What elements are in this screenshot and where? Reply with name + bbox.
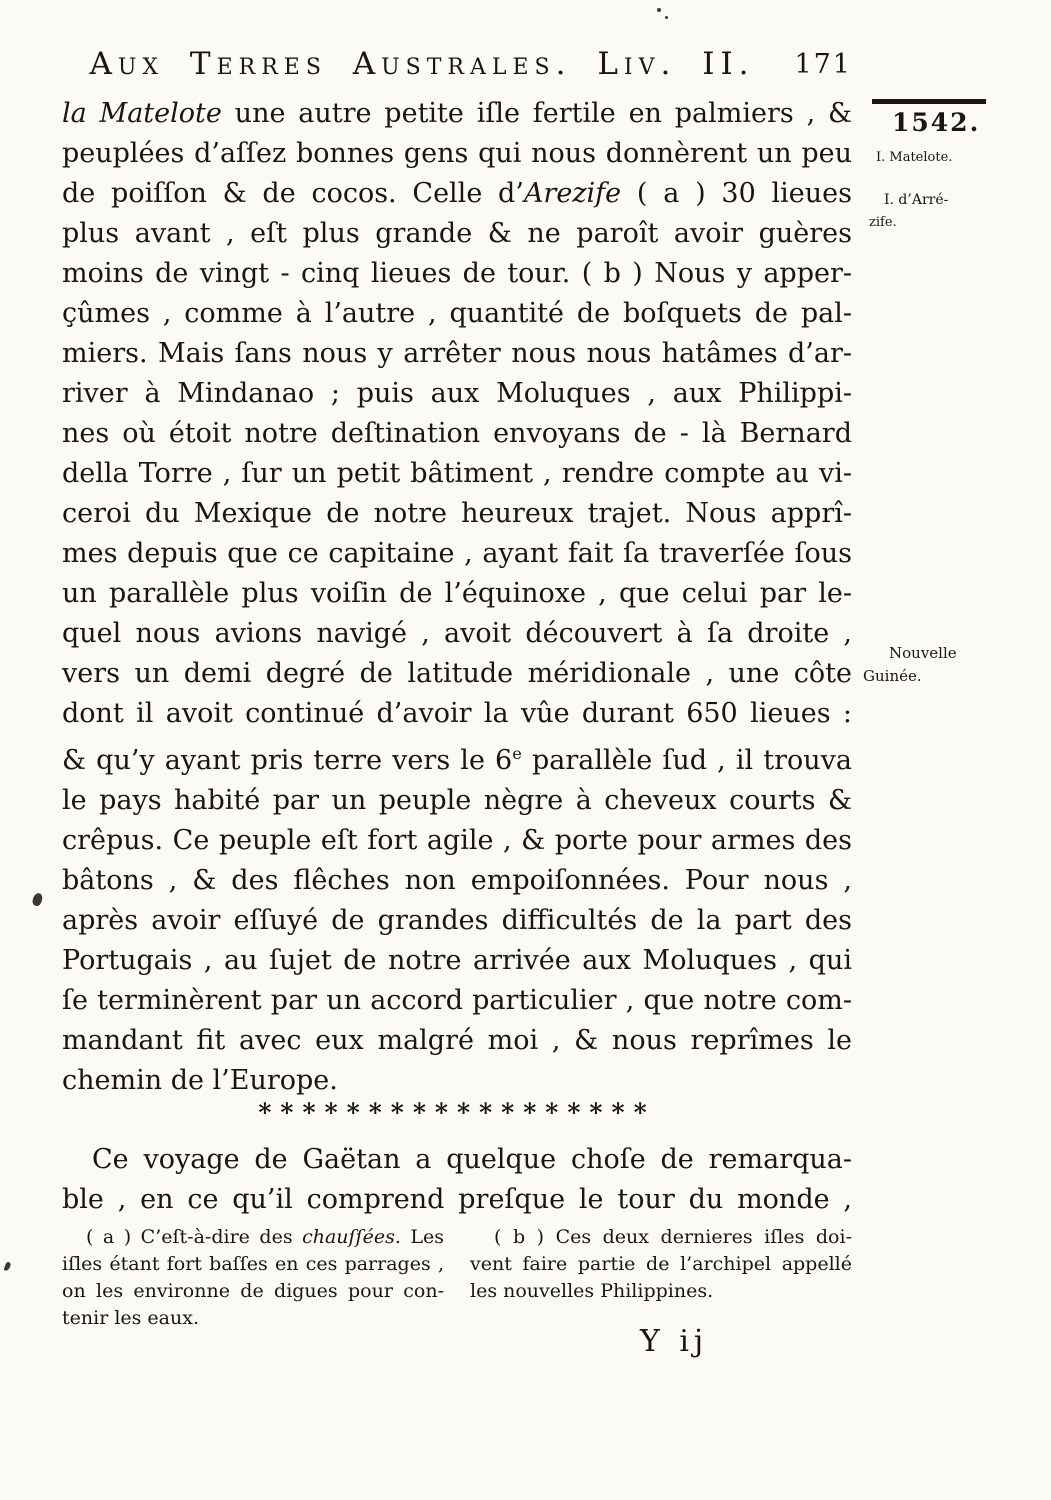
- body-line: nes où étoit notre deſtination envoyans de - là Bernard: [62, 418, 852, 449]
- italic-text: chauſſées.: [302, 1226, 401, 1248]
- paragraph-1: [62, 94, 852, 1101]
- footnote-line: ( a ) C’eſt-à-dire des chauſſées. Les: [86, 1226, 444, 1248]
- body-line: bâtons , & des flêches non empoiſonnées. Pour nous ,: [62, 865, 852, 896]
- body-line: moins de vingt - cinq lieues de tour. ( b ) Nous y apper-: [62, 258, 852, 289]
- body-line: Portugais , au ſujet de notre arrivée aux Moluques , qui: [62, 945, 852, 976]
- margin-note-matelote: I. Matelote.: [876, 150, 953, 165]
- body-line: après avoir eſſuyé de grandes difficultés de la part des: [62, 905, 852, 936]
- italic-text: la Matelote: [62, 98, 222, 129]
- body-line: miers. Mais ſans nous y arrêter nous nous hatâmes d’ar-: [62, 338, 852, 369]
- body-line: della Torre , ſur un petit bâtiment , rendre compte au vi-: [62, 458, 852, 489]
- footnote-line: ( b ) Ces deux dernieres iſles doi-: [494, 1226, 852, 1248]
- asterisk-separator: ******************: [258, 1098, 656, 1127]
- body-line: mes depuis que ce capitaine , ayant fait ſa traverſée ſous: [62, 538, 852, 569]
- body-line: crêpus. Ce peuple eſt fort agile , & porte pour armes des: [62, 825, 852, 856]
- margin-note-arezife-line2: zife.: [869, 215, 897, 230]
- body-line: & qu’y ayant pris terre vers le 6e parallèle ſud , il trouva: [62, 744, 852, 776]
- footnotes: [62, 1224, 852, 1332]
- footnote-line: iſles étant fort baſſes en ces parrages ,: [62, 1253, 444, 1275]
- body-line: ſe terminèrent par un accord particulier , que notre com-: [62, 985, 852, 1016]
- body-line: la Matelote une autre petite iſle fertile en palmiers , &: [62, 98, 853, 129]
- margin-note-year: 1542.: [892, 108, 981, 137]
- body-line: chemin de l’Europe.: [62, 1065, 338, 1096]
- ink-speck: [31, 892, 44, 907]
- running-header: [62, 46, 852, 90]
- page-number: 171: [794, 49, 852, 80]
- body-line: plus avant , eſt plus grande & ne paroît avoir guères: [62, 218, 852, 249]
- body-line: de poiſſon & de cocos. Celle d’Arezife ( a ) 30 lieues: [62, 178, 852, 209]
- signature-mark: Y ij: [640, 1324, 709, 1359]
- body-line: mandant fit avec eux malgré moi , & nous reprîmes le: [62, 1025, 852, 1056]
- superscript-text: e: [512, 744, 522, 763]
- body-line: çûmes , comme à l’autre , quantité de boſquets de pal-: [62, 298, 852, 329]
- margin-rule: [872, 99, 986, 104]
- margin-note-nouvelle-guinee-line2: Guinée.: [863, 667, 922, 685]
- italic-text: Arezife: [523, 178, 622, 209]
- body-line: dont il avoit continué d’avoir la vûe durant 650 lieues :: [62, 698, 852, 729]
- ink-speck: [4, 1261, 12, 1271]
- body-line: un parallèle plus voiſin de l’équinoxe , que celui par le-: [62, 578, 852, 609]
- body-line: river à Mindanao ; puis aux Moluques , aux Philippi-: [62, 378, 852, 409]
- footnote-line: on les environne de digues pour con-: [62, 1280, 444, 1302]
- body-line: peuplées d’aſſez bonnes gens qui nous donnèrent un peu: [62, 138, 852, 169]
- header-title: Aux Terres Australes. Liv. II.: [89, 46, 755, 82]
- body-line: le pays habité par un peuple nègre à cheveux courts &: [62, 785, 852, 816]
- body-line: vers un demi degré de latitude méridionale , une côte: [62, 658, 852, 689]
- footnote-line: vent faire partie de l’archipel appellé: [470, 1253, 852, 1275]
- footnote-a: [62, 1224, 444, 1332]
- margin-note-arezife-line1: I. d’Arré-: [884, 192, 949, 208]
- margin-note-nouvelle-guinee-line1: Nouvelle: [889, 644, 957, 662]
- ink-speck: [665, 16, 668, 19]
- body-line: ceroi du Mexique de notre heureux trajet. Nous apprî-: [62, 498, 852, 529]
- ink-speck: [657, 8, 661, 12]
- body-line: quel nous avions navigé , avoit découvert à ſa droite ,: [62, 618, 852, 649]
- footnote-line: les nouvelles Philippines.: [470, 1280, 714, 1302]
- footnote-b: [470, 1224, 852, 1332]
- body-line: Ce voyage de Gaëtan a quelque choſe de remarqua-: [92, 1144, 852, 1175]
- body-line: ble , en ce qu’il comprend preſque le tour du monde ,: [62, 1184, 852, 1215]
- paragraph-2: [62, 1140, 852, 1220]
- footnote-line: tenir les eaux.: [62, 1307, 199, 1329]
